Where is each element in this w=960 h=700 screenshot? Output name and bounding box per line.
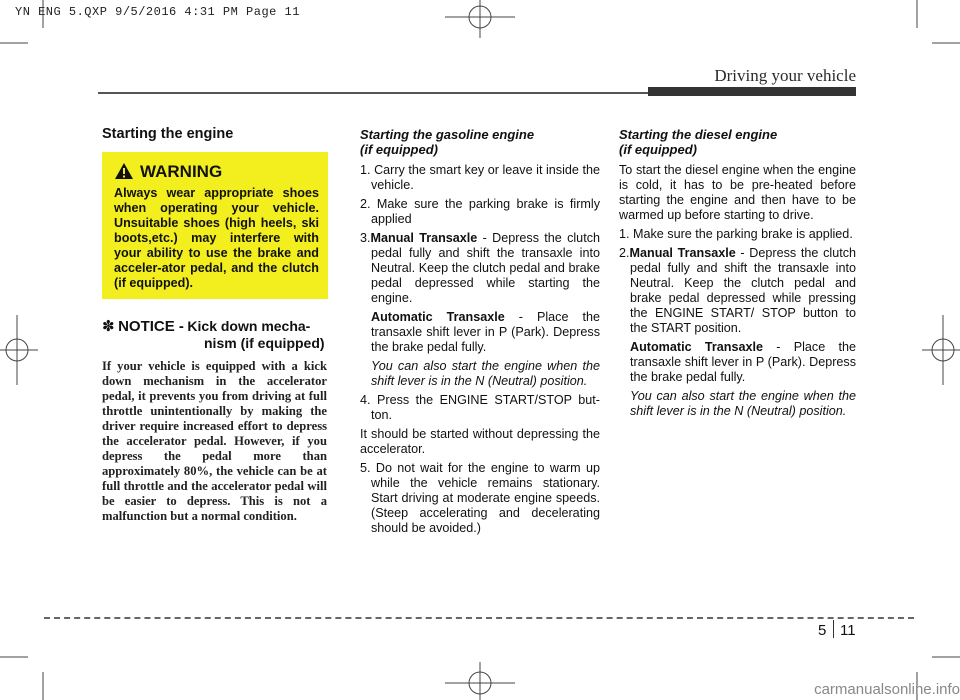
gas-manual-label: Manual Transaxle: [370, 231, 478, 245]
gas-manual-text: - Depress the clutch pedal fully and shift the transaxle into Neutral. Keep the clutch pedal and brake pedal depressed while starting the engine.: [371, 231, 600, 305]
gas-step-1: 1. Carry the smart key or leave it inside the vehicle.: [360, 163, 600, 192]
diesel-step-2: [619, 246, 856, 336]
column-right: [619, 127, 856, 423]
diesel-note: You can also start the engine when the shift lever is in the N (Neutral) position.: [630, 389, 856, 418]
header-rule-accent: [648, 87, 856, 96]
gas-step-5: 5. Do not wait for the engine to warm up while the vehicle remains stationary. Start driving at moderate engine speeds. (Steep accelerating and decelerating should be avoided.): [360, 461, 600, 535]
diesel-manual-label: Manual Transaxle: [629, 246, 736, 260]
page-number: 11: [840, 622, 856, 639]
column-left: [102, 127, 327, 524]
diesel-auto-text: - Place the transaxle shift lever in P (Park). Depress the brake pedal fully.: [630, 340, 857, 384]
gasoline-heading: [360, 127, 600, 157]
notice-symbol-icon: ✽: [102, 318, 115, 335]
notice-label: NOTICE -: [118, 318, 184, 335]
diesel-title: Starting the diesel engine: [619, 127, 778, 142]
gas-auto-text: - Place the transaxle shift lever in P (Park). Depress the brake pedal fully.: [371, 310, 601, 354]
diesel-step-1: 1. Make sure the parking brake is applied.: [619, 227, 853, 241]
gas-paragraph: It should be started without depressing the accelerator.: [360, 427, 600, 456]
watermark: carmanualsonline.info: [814, 681, 960, 698]
notice-title-cont: nism (if equipped): [204, 335, 325, 351]
diesel-paragraph: To start the diesel engine when the engine is cold, it has to be pre-heated before starting the engine and then have to be warmed up before starting to drive.: [619, 163, 856, 222]
section-number: 5: [818, 622, 827, 639]
gas-note: You can also start the engine when the shift lever is in the N (Neutral) position.: [371, 359, 600, 388]
notice-heading: [102, 319, 327, 335]
section-title: Driving your vehicle: [714, 66, 856, 85]
warning-text: Always wear appropriate shoes when operating your vehicle. Unsuitable shoes (high heels, ski boots,etc.) may interfere with your ability to use the brake and acceler-ator pedal, and the clutch (if equipped).: [114, 186, 319, 290]
gas-auto-label: Automatic Transaxle: [371, 310, 505, 324]
gas-step-2: 2. Make sure the parking brake is firmly applied: [360, 197, 600, 226]
warning-label: WARNING: [140, 161, 223, 181]
diesel-automatic: [619, 340, 856, 385]
warning-icon: [114, 162, 134, 180]
diesel-manual-text: - Depress the clutch pedal fully and shift the transaxle into Neutral. Keep the clutch pedal and brake pedal depressed while pressing the ENGINE START/ STOP button to the START position.: [630, 246, 856, 335]
diesel-heading: [619, 127, 856, 157]
gas-step-3-num: 3.: [360, 231, 371, 245]
diesel-title-qualifier: (if equipped): [619, 142, 697, 157]
print-slug: YN ENG 5.QXP 9/5/2016 4:31 PM Page 11: [15, 5, 300, 19]
gasoline-title-qualifier: (if equipped): [360, 142, 438, 157]
warning-header: [114, 162, 319, 180]
gas-automatic: [360, 310, 600, 355]
column-middle: [360, 127, 600, 540]
gas-step-4: 4. Press the ENGINE START/STOP but-ton.: [360, 393, 600, 422]
warning-box: [102, 152, 328, 299]
page-number-divider: [833, 620, 834, 638]
diesel-step-2-num: 2.: [619, 246, 630, 260]
page-heading: Starting the engine: [102, 126, 234, 142]
header-rule: [98, 92, 648, 94]
footer-rule: [44, 617, 914, 619]
diesel-auto-label: Automatic Transaxle: [630, 340, 763, 354]
gas-step-3: [360, 231, 600, 306]
notice-body: If your vehicle is equipped with a kick down mechanism in the accelerator pedal, it prevents you from driving at full throttle unintentionally by making the driver require increased effort to depress the accelerator pedal. However, if you depress the pedal more than approximately 80%, the vehicle can be at full throttle and the accelerator pedal will be easier to depress. This is not a malfunction but a normal condition.: [102, 359, 327, 523]
notice-title: Kick down mecha-: [187, 318, 311, 334]
gasoline-title: Starting the gasoline engine: [360, 127, 535, 142]
